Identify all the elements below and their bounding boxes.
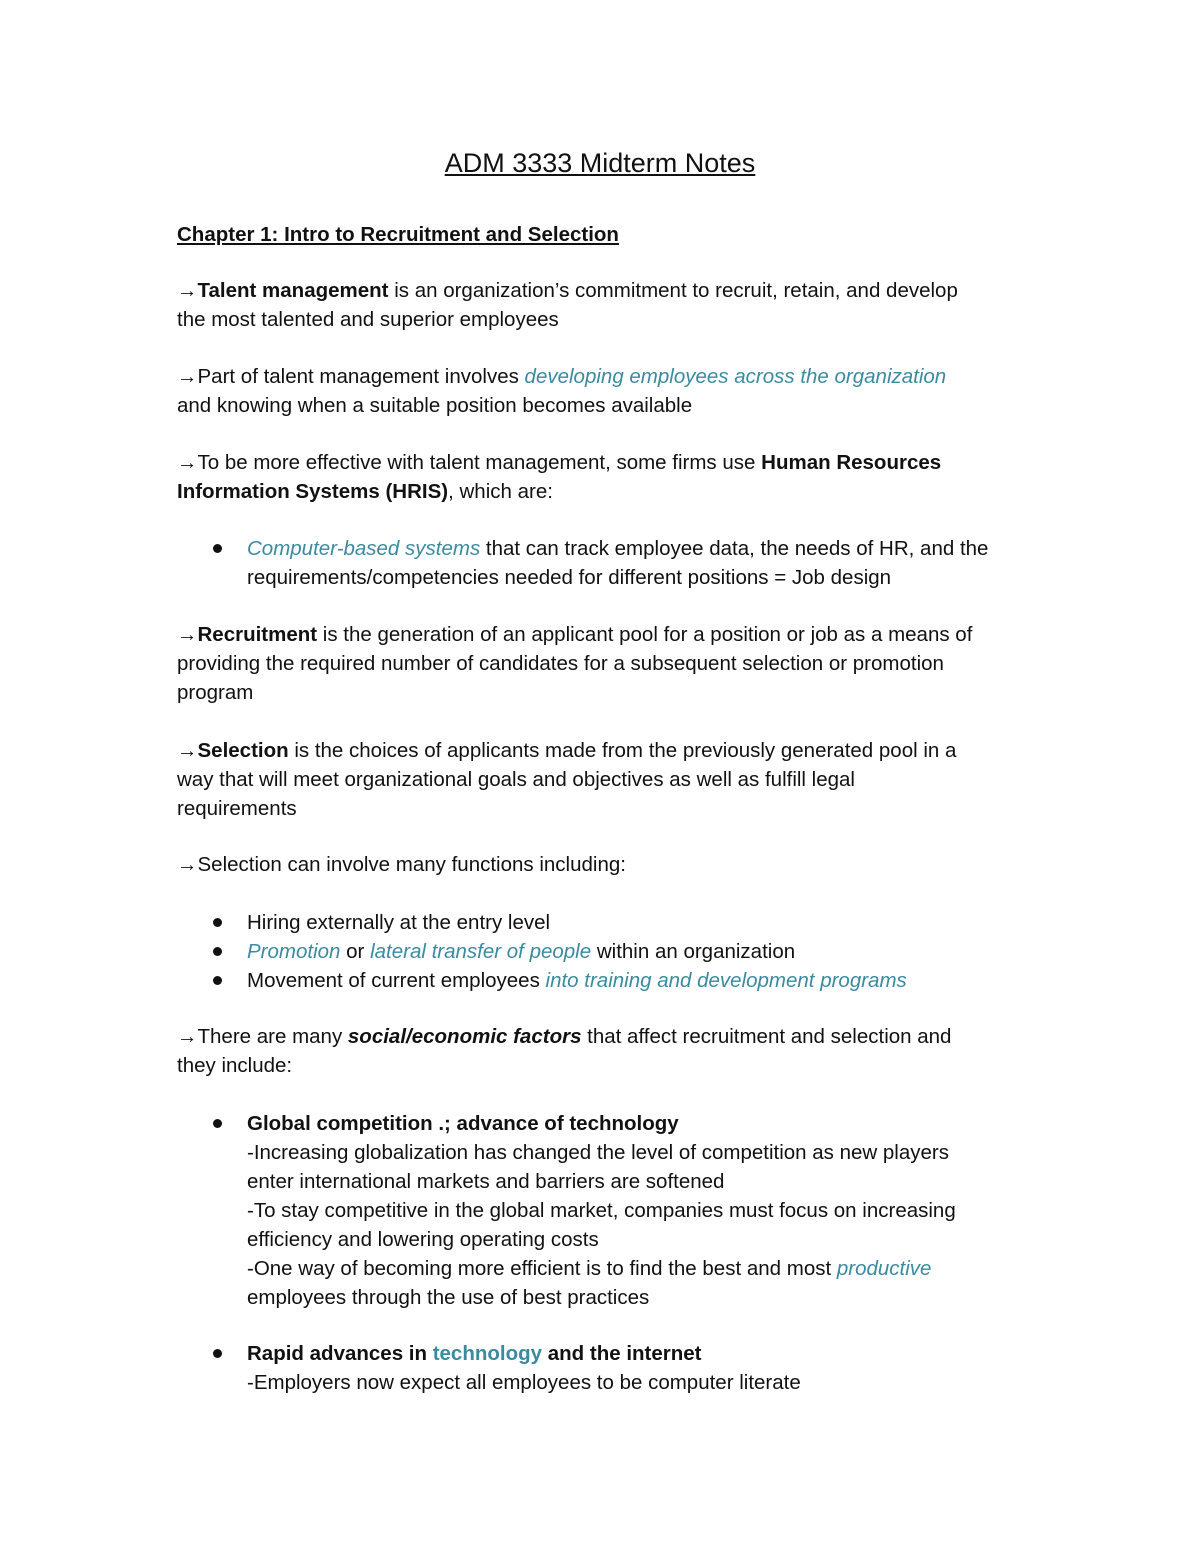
arrow-icon: → bbox=[177, 279, 198, 302]
paragraph-selection: →Selection is the choices of applicants made from the previously generated pool in a way that will meet organizational goals and objectives as well as fulfill legal requirements bbox=[177, 739, 957, 820]
arrow-icon: → bbox=[177, 365, 198, 388]
term: Recruitment bbox=[197, 623, 318, 646]
list-item: Promotion or lateral transfer of people within an organization bbox=[247, 937, 1037, 966]
bullet-icon bbox=[213, 1119, 222, 1128]
highlight: productive bbox=[836, 1257, 932, 1280]
paragraph-hris: →To be more effective with talent management, some firms use Human Resources Information Systems (HRIS), which are: bbox=[177, 451, 942, 503]
term: Information Systems (HRIS) bbox=[177, 480, 449, 503]
term: Human Resources bbox=[761, 451, 942, 474]
paragraph-selection-functions: →Selection can involve many functions including: bbox=[177, 853, 626, 876]
bullet-rapid-advances: Rapid advances in technology and the internet -Employers now expect all employees to be computer literate bbox=[247, 1339, 1037, 1397]
chapter-heading: Chapter 1: Intro to Recruitment and Selection bbox=[177, 223, 619, 246]
highlight: Computer-based systems bbox=[247, 537, 481, 560]
bullet-icon bbox=[213, 918, 222, 927]
highlight: developing employees across the organization bbox=[524, 365, 947, 388]
bullet-icon bbox=[213, 544, 222, 553]
arrow-icon: → bbox=[177, 853, 198, 876]
highlight: technology bbox=[432, 1342, 543, 1365]
highlight: lateral transfer of people bbox=[370, 940, 592, 963]
bullet-computer-based: Computer-based systems that can track employee data, the needs of HR, and the requirements/competencies needed for different positions = Job design bbox=[247, 534, 1037, 592]
term: social/economic factors bbox=[347, 1025, 582, 1048]
page-title: ADM 3333 Midterm Notes bbox=[444, 148, 756, 178]
paragraph-part-of-talent: →Part of talent management involves developing employees across the organization and knowing when a suitable position becomes available bbox=[177, 365, 947, 417]
bullet-icon bbox=[213, 1349, 222, 1358]
paragraph-recruitment: →Recruitment is the generation of an applicant pool for a position or job as a means of providing the required number of candidates for a subsequent selection or promotion program bbox=[177, 623, 973, 704]
paragraph-talent-management: →Talent management is an organization’s commitment to recruit, retain, and develop the most talented and superior employees bbox=[177, 279, 958, 331]
arrow-icon: → bbox=[177, 1025, 198, 1048]
term: Talent management bbox=[197, 279, 389, 302]
arrow-icon: → bbox=[177, 623, 198, 646]
highlight: Promotion bbox=[247, 940, 341, 963]
arrow-icon: → bbox=[177, 451, 198, 474]
paragraph-social-economic: →There are many social/economic factors that affect recruitment and selection and they include: bbox=[177, 1025, 952, 1077]
bullet-heading: Global competition .; advance of technology bbox=[247, 1112, 679, 1135]
highlight: into training and development programs bbox=[545, 969, 907, 992]
bullet-global-competition: Global competition .; advance of technology -Increasing globalization has changed the level of competition as new players enter international markets and barriers are softened -To stay competitive in the global market, companies must focus on increasing efficiency and lowering operating costs -One way of becoming more efficient is to find the best and most productive employees through the use of best practices bbox=[247, 1109, 1037, 1312]
term: Selection bbox=[197, 739, 289, 762]
arrow-icon: → bbox=[177, 739, 198, 762]
list-item: Hiring externally at the entry level bbox=[247, 908, 1037, 937]
bullet-icon bbox=[213, 976, 222, 985]
bullet-icon bbox=[213, 947, 222, 956]
list-item: Movement of current employees into training and development programs bbox=[247, 966, 1037, 995]
